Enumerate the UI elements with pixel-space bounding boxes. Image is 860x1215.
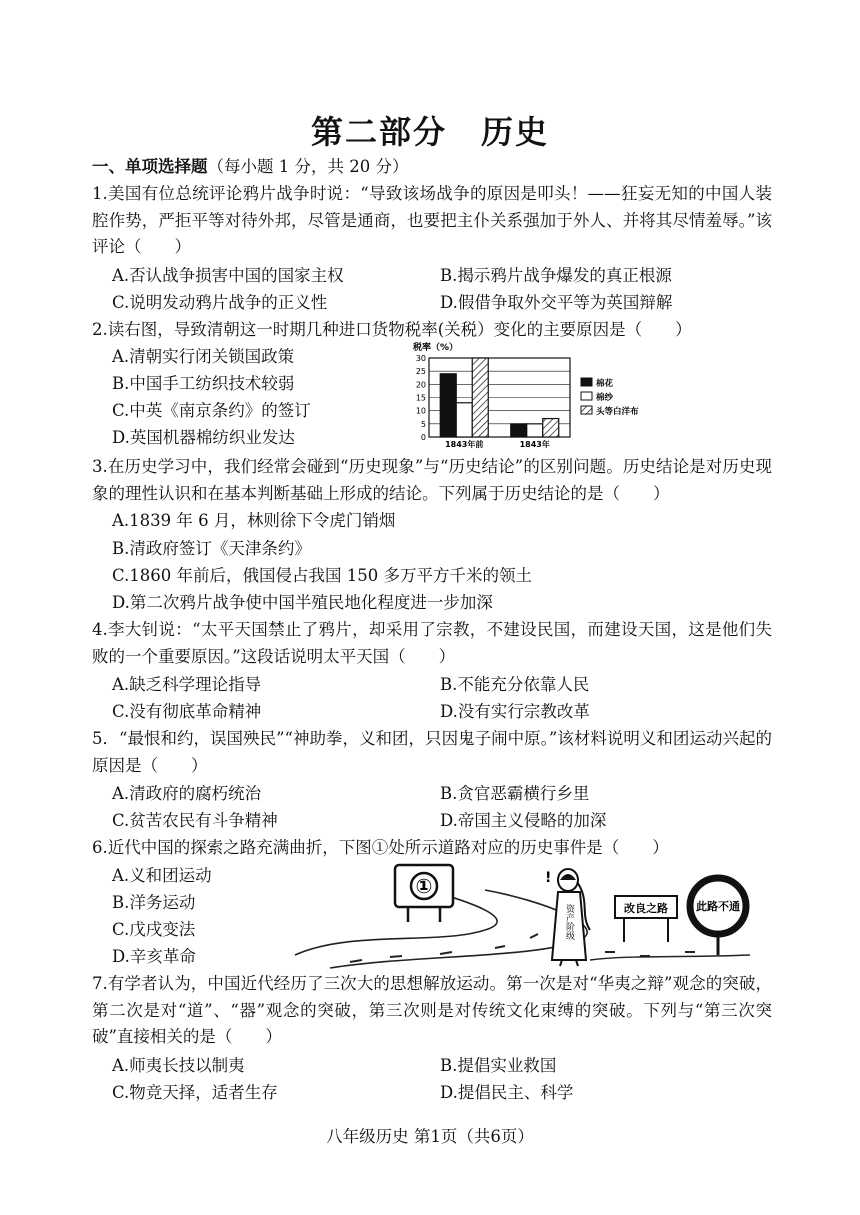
cartoon-blocked-sign: 此路不通 — [696, 900, 740, 913]
question-1-option-c: C.说明发动鸦片战争的正义性 — [112, 293, 328, 312]
question-3-option-a: A.1839 年 6 月，林则徐下令虎门销烟 — [112, 511, 396, 530]
question-5-option-c: C.贫苦农民有斗争精神 — [112, 811, 278, 830]
section-label: 一、单项选择题 — [92, 157, 208, 176]
chart-legend-swatch — [581, 378, 592, 386]
road-cartoon — [290, 860, 755, 970]
question-3-option-d: D.第二次鸦片战争使中国半殖民地化程度进一步加深 — [112, 593, 493, 612]
chart-bar — [511, 424, 527, 437]
question-2-option-b: B.中国手工纺织技术较弱 — [112, 374, 295, 393]
chart-bar — [527, 424, 543, 437]
chart-ytick-label: 30 — [415, 354, 426, 363]
chart-ytick-label: 25 — [415, 367, 426, 377]
chart-legend — [581, 378, 639, 417]
chart-bar — [472, 358, 488, 437]
question-3-option-c: C.1860 年前后，俄国侵占我国 150 多万平方千米的领土 — [112, 566, 533, 585]
question-3-option-b: B.清政府签订《天津条约》 — [112, 539, 311, 558]
question-4-stem: 4.李大钊说：“太平天国禁止了鸦片，却采用了宗教，不建设民国，而建设天国，这是他们失败的一个重要原因。”这段话说明太平天国（ ） — [92, 620, 772, 666]
question-7-option-d: D.提倡民主、科学 — [440, 1083, 574, 1102]
question-1-option-d: D.假借争取外交平等为英国辩解 — [440, 293, 673, 312]
question-2-option-d: D.英国机器棉纺织业发达 — [112, 428, 295, 447]
chart-bar — [456, 403, 472, 437]
question-6-option-b: B.洋务运动 — [112, 893, 196, 912]
cartoon-figure-label: 资产阶级 — [564, 904, 574, 940]
question-6-stem: 6.近代中国的探索之路充满曲折，下图①处所示道路对应的历史事件是（ ） — [92, 838, 669, 857]
question-4-option-b: B.不能充分依靠人民 — [440, 675, 590, 694]
question-2-option-c: C.中英《南京条约》的签订 — [112, 401, 311, 420]
tariff-bar-chart — [405, 340, 705, 455]
page-footer: 八年级历史 第1页（共6页） — [326, 1127, 534, 1146]
section-note: （每小题 1 分，共 20 分） — [207, 157, 409, 176]
question-7-option-b: B.提倡实业救国 — [440, 1056, 557, 1075]
section-heading — [92, 154, 408, 181]
chart-ytick-label: 0 — [420, 433, 426, 442]
question-5-option-d: D.帝国主义侵略的加深 — [440, 811, 607, 830]
cartoon-reform-sign: 改良之路 — [624, 902, 668, 915]
question-1-option-b: B.揭示鸦片战争爆发的真正根源 — [440, 266, 672, 285]
question-5-stem: 5．“最恨和约，误国殃民”“神助拳，义和团，只因鬼子闹中原。”该材料说明义和团运动兴起的原因是（ ） — [92, 729, 772, 775]
chart-bar — [543, 419, 559, 437]
question-5-option-a: A.清政府的腐朽统治 — [112, 784, 262, 803]
question-7-option-a: A.师夷长技以制夷 — [112, 1056, 245, 1075]
chart-ytick-label: 10 — [415, 406, 426, 416]
question-1-stem: 1.美国有位总统评论鸦片战争时说：“导致该场战争的原因是叩头！——狂妄无知的中国人装腔作势，严拒平等对待外邦，尽管是通商，也要把主仆关系强加于外人、并将其尽情羞辱。”该评论（ ） — [92, 184, 772, 256]
chart-ytick-label: 15 — [415, 393, 426, 403]
question-6-option-d: D.辛亥革命 — [112, 947, 196, 966]
chart-legend-label: 头等白洋布 — [596, 407, 639, 417]
question-4-option-c: C.没有彻底革命精神 — [112, 702, 262, 721]
question-6-option-a: A.义和团运动 — [112, 866, 212, 885]
page-title: 第二部分 历史 — [310, 113, 549, 151]
svg-text:!: ! — [545, 870, 552, 886]
chart-category-label: 1843年 — [519, 440, 550, 449]
chart-ytick-label: 20 — [415, 380, 426, 390]
question-2-stem: 2.读右图，导致清朝这一时期几种进口货物税率(关税）变化的主要原因是（ ） — [92, 320, 692, 339]
chart-category-label: 1843年前 — [445, 440, 484, 449]
question-7-option-c: C.物竞天择，适者生存 — [112, 1083, 278, 1102]
question-1-option-a: A.否认战争损害中国的国家主权 — [112, 266, 344, 285]
chart-bar — [440, 374, 456, 437]
chart-legend-label: 棉纱 — [596, 393, 614, 403]
chart-legend-swatch — [581, 406, 592, 414]
question-5-option-b: B.贪官恶霸横行乡里 — [440, 784, 590, 803]
chart-legend-label: 棉花 — [596, 379, 614, 389]
chart-ylabel: 税率（%） — [413, 343, 459, 353]
cartoon-sign-number: ① — [415, 874, 433, 898]
question-4-option-d: D.没有实行宗教改革 — [440, 702, 590, 721]
question-6-option-c: C.戊戌变法 — [112, 920, 196, 939]
chart-legend-swatch — [581, 392, 592, 400]
question-7-stem: 7.有学者认为，中国近代经历了三次大的思想解放运动。第一次是对“华夷之辩”观念的突破，第二次是对“道”、“器”观念的突破，第三次则是对传统文化束缚的突破。下列与“第三次突破”直接相关的是（ ） — [92, 974, 772, 1046]
question-4-option-a: A.缺乏科学理论指导 — [112, 675, 262, 694]
question-2-option-a: A.清朝实行闭关锁国政策 — [112, 347, 295, 366]
chart-ytick-label: 5 — [420, 419, 426, 429]
question-3-stem: 3.在历史学习中，我们经常会碰到“历史现象”与“历史结论”的区别问题。历史结论是对历史现象的理性认识和在基本判断基础上形成的结论。下列属于历史结论的是（ ） — [92, 457, 772, 503]
